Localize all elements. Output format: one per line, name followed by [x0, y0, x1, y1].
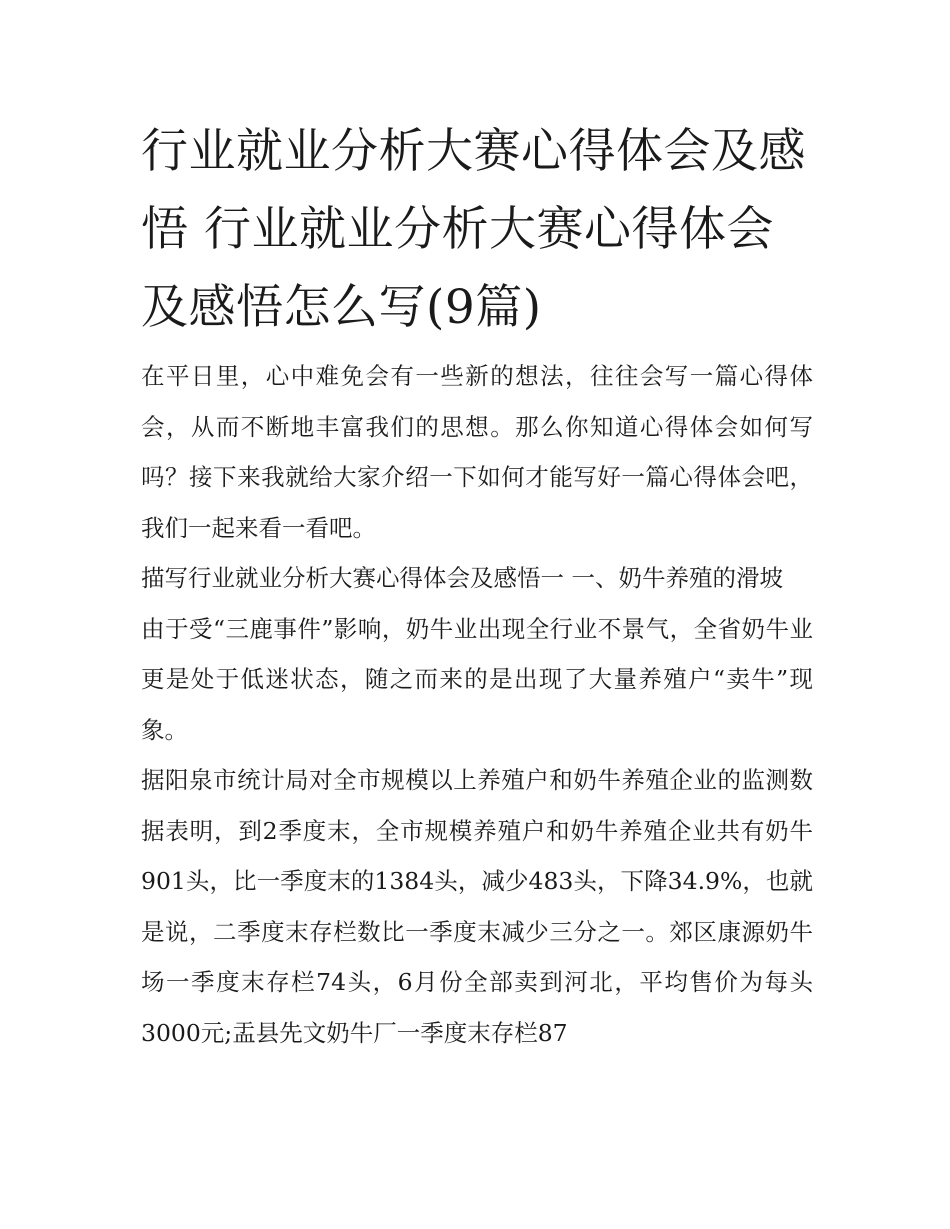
intro-paragraph: 在平日里，心中难免会有一些新的想法，往往会写一篇心得体会，从而不断地丰富我们的思想。那么你知道心得体会如何写吗？接下来我就给大家介绍一下如何才能写好一篇心得体会吧，我们一起来看一看吧。 — [141, 362, 813, 542]
section-heading: 描写行业就业分析大赛心得体会及感悟一 一、奶牛养殖的滑坡 — [141, 564, 783, 592]
body-paragraph: 由于受“三鹿事件”影响，奶牛业出现全行业不景气，全省奶牛业更是处于低迷状态，随之而来的是出现了大量养殖户“卖牛”现象。 — [141, 614, 813, 744]
document-title: 行业就业分析大赛心得体会及感悟 行业就业分析大赛心得体会及感悟怎么写(9篇) — [141, 124, 806, 335]
document-page — [141, 113, 813, 1058]
body-paragraph: 据阳泉市统计局对全市规模以上养殖户和奶牛养殖企业的监测数据表明，到2季度末，全市规模养殖户和奶牛养殖企业共有奶牛901头，比一季度末的1384头，减少483头，下降34.9%，也就是说，二季度末存栏数比一季度末减少三分之一。郊区康源奶牛场一季度末存栏74头，6月份全部卖到河北，平均售价为每头3000元;盂县先文奶牛厂一季度末存栏87 — [141, 766, 813, 1047]
